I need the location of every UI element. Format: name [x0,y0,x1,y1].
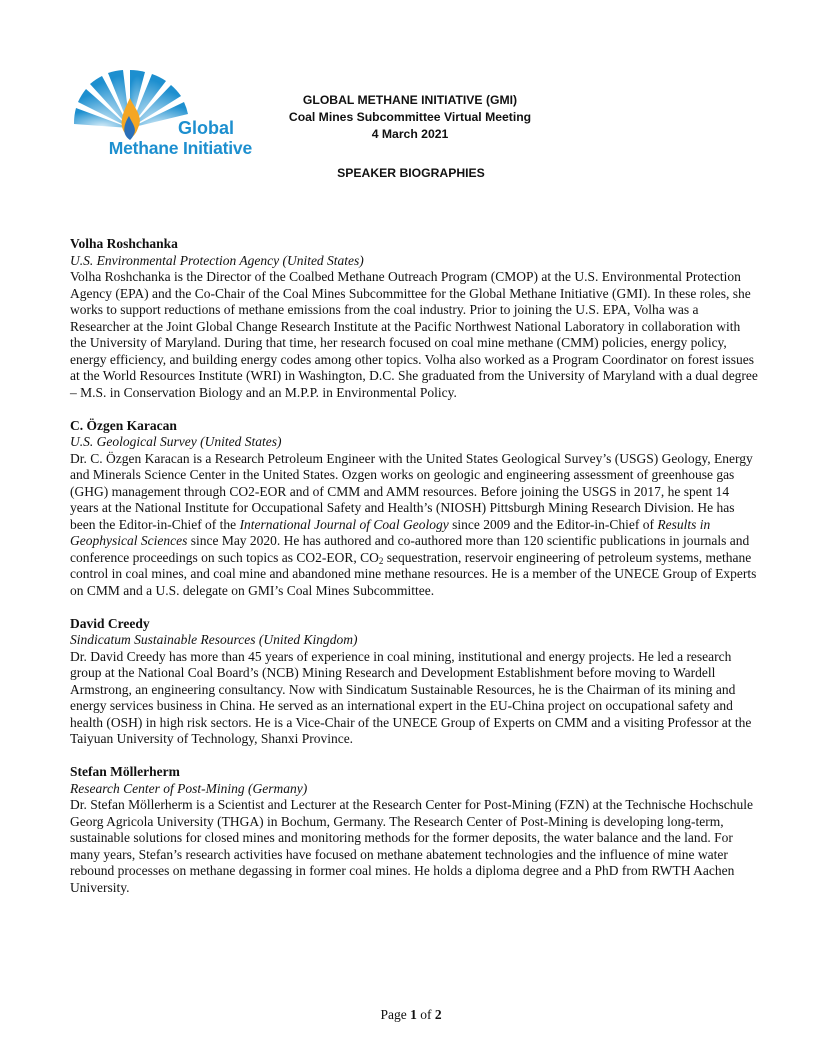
speaker-name: Volha Roshchanka [70,236,178,251]
document-header [0,92,821,143]
section-title: SPEAKER BIOGRAPHIES [337,166,485,180]
speaker-bio: Volha Roshchanka is the Director of the Coalbed Methane Outreach Program (CMOP) at the U.S. Environmental Protection Agency (EPA) and the Co-Chair of the Coal Mines Subcommittee for the Global Methane Initiative (GMI). In these roles, she works to support reductions of methane emissions from the coal industry. Prior to joining the U.S. EPA, Volha was a Researcher at the Joint Global Change Research Institute at the Pacific Northwest National Laboratory in collaboration with the University of Maryland. During that time, her research focused on coal mine methane (CMM) policies, energy policy, energy efficiency, and building energy codes among other topics. Volha also worked as a Program Coordinator on forest issues at the World Resources Institute (WRI) in Washington, D.C. She graduated from the University of Maryland with a dual degree – M.S. in Conservation Biology and an M.P.P. in Environmental Policy. [70,269,758,400]
logo-line-2: Methane Initiative [108,138,252,158]
bio-entry [70,418,760,600]
header-meeting: Coal Mines Subcommittee Virtual Meeting [288,110,532,124]
speaker-affiliation: Research Center of Post-Mining (Germany) [70,780,308,796]
bio-text-part: since 2009 and the Editor-in-Chief of [448,516,658,532]
speaker-affiliation: U.S. Environmental Protection Agency (United States) [70,252,364,268]
speaker-affiliation: Sindicatum Sustainable Resources (United Kingdom) [70,632,358,647]
header-date: 4 March 2021 [371,127,449,141]
speaker-name: C. Özgen Karacan [70,417,177,433]
speaker-affiliation: U.S. Geological Survey (United States) [70,434,282,449]
bios-list [70,236,760,913]
footer-middle: of [416,1007,435,1022]
speaker-bio: Dr. Stefan Möllerherm is a Scientist and Lecturer at the Research Center for Post-Mining (FZN) at the Technische Hochschule Georg Agricola University (THGA) in Bochum, Germany. The Research Center of Post-Mining is developing long-term, sustainable solutions for closed mines and monitoring methods for the former deposits, the water balance and the land. For many years, Stefan’s research activities have focused on methane abatement technologies and the influence of mine water rebound processes on methane degassing in former coal mines. He holds a diploma degree and a PhD from RWTH Aachen University. [70,797,753,895]
subscript: 2 [378,555,384,566]
bio-text-part: since May 2020. He has authored and co-authored more than 120 scientific publications in journals and conference proceedings on such topics as CO2-EOR, CO [70,533,750,565]
footer-prefix: Page [380,1007,411,1022]
bio-entry [70,616,760,748]
footer-current-page: 1 [410,1007,417,1022]
page-footer [0,1007,822,1023]
journal-title: Results in Geophysical Sciences [70,516,711,548]
speaker-name: Stefan Möllerherm [70,764,180,779]
bio-entry [70,764,760,896]
speaker-bio: Dr. David Creedy has more than 45 years of experience in coal mining, institutional and energy projects. He led a research group at the National Coal Board’s (NCB) Mining Research and Development Establishment before moving to Wardell Armstrong, an engineering consultancy. Now with Sindicatum Sustainable Resources, he is the Chairman of its mining and energy services business in China. He served as an international expert in the EU-China project on occupational safety and health (OSH) in high risk sectors. He is a Vice-Chair of the UNECE Group of Experts on CMM and a visiting Professor at the Taiyuan University of Technology, Shanxi Province. [70,648,752,746]
bio-text-part: sequestration, reservoir engineering of petroleum systems, methane control in coal mines, and coal mine and abandoned mine methane resources. He is a member of the UNECE Group of Experts on CMM and a U.S. delegate on GMI’s Coal Mines Subcommittee. [70,549,757,598]
bio-text-part: Dr. C. Özgen Karacan is a Research Petroleum Engineer with the United States Geological Survey’s (USGS) Geology, Energy and Minerals Science Center in the United States. Ozgen works on geologic and engineering assessment of greenhouse gas (GHG) management through CO2-EOR and of CMM and AMM resources. Before joining the USGS in 2017, he spent 14 years at the National Institute for Occupational Safety and Health’s (NIOSH) Pittsburgh Mining Research Division. He has been the Editor-in-Chief of the [70,450,753,532]
footer-total-pages: 2 [434,1007,442,1022]
header-org: GLOBAL METHANE INITIATIVE (GMI) [302,93,518,107]
speaker-bio [70,451,760,600]
logo-line-1: Global [177,118,234,138]
journal-title: International Journal of Coal Geology [239,516,449,532]
speaker-name: David Creedy [70,615,150,631]
bio-entry [70,236,760,401]
